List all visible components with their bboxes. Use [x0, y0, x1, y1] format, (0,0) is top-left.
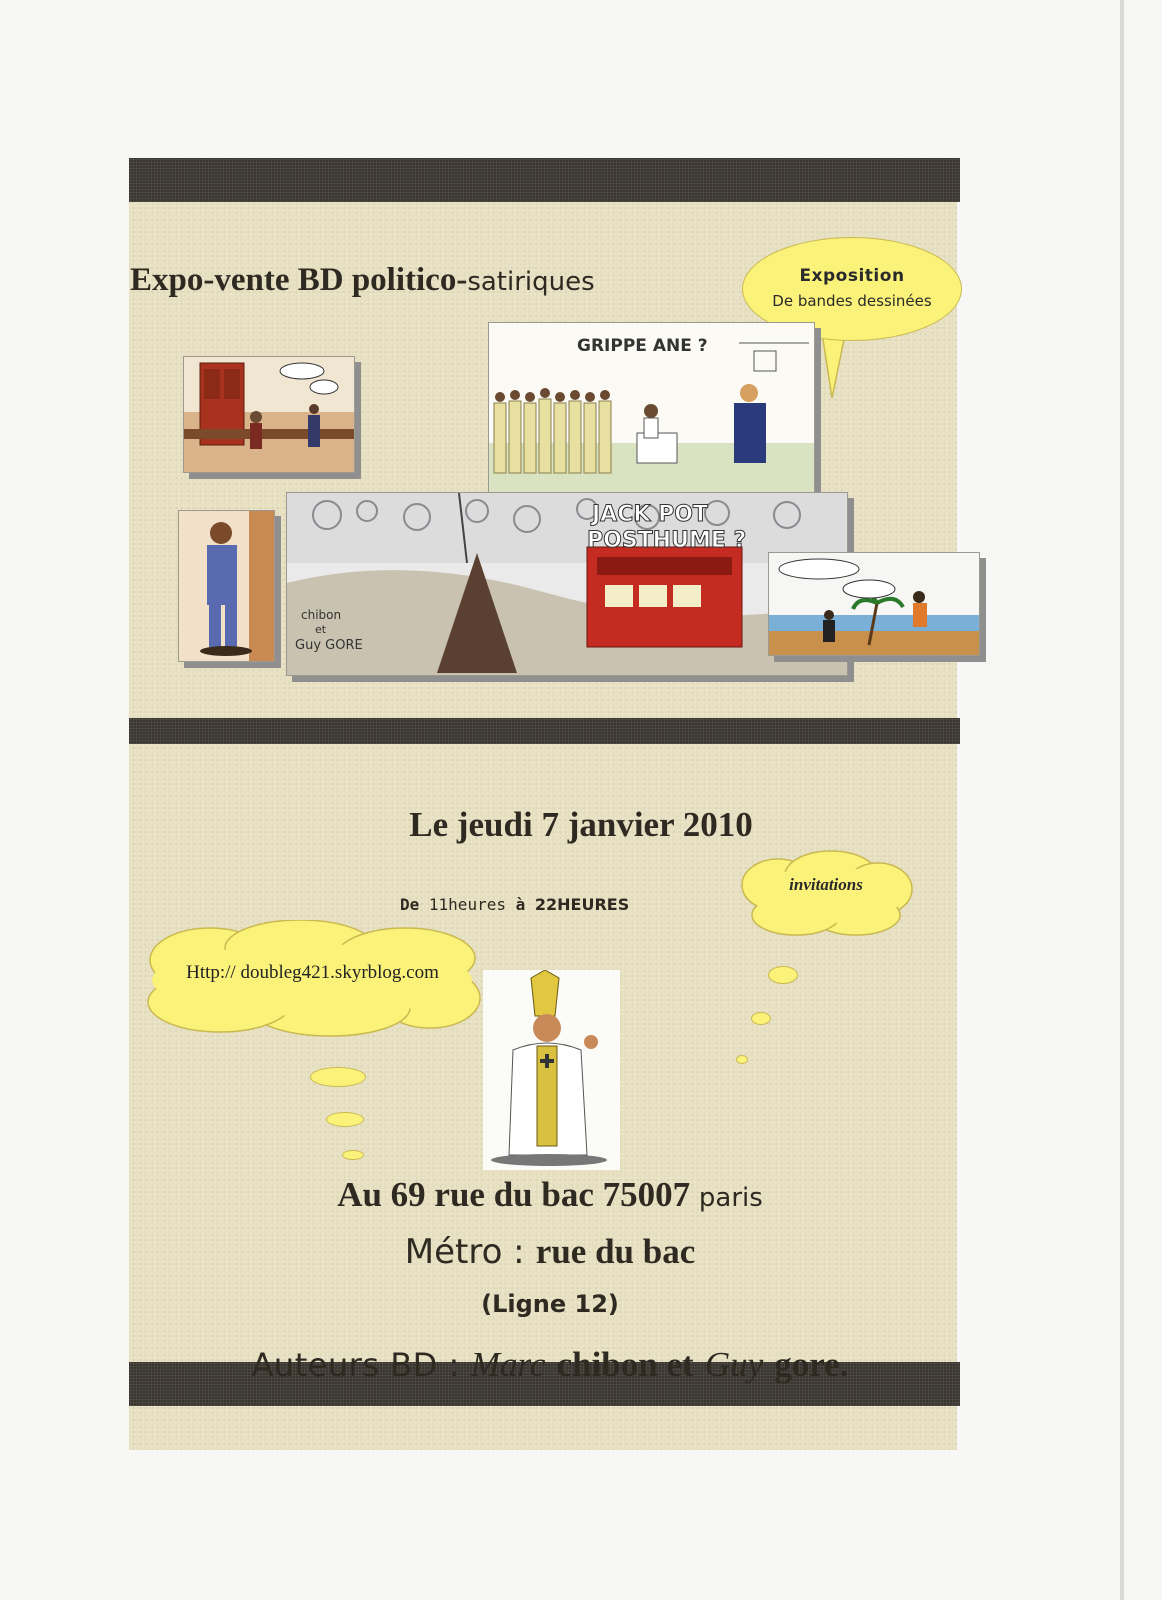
man-watch-drawing: [179, 511, 274, 661]
beach-drawing: [769, 553, 979, 655]
authors-label: Auteurs BD :: [251, 1346, 460, 1384]
paper-edge: [1120, 0, 1124, 1600]
cartoon-beach-scene: [768, 552, 980, 656]
signature-chibon: chibon: [301, 608, 342, 622]
thought-dot-3: [342, 1150, 364, 1160]
address-city: paris: [698, 1183, 763, 1213]
author2-first-name: Guy: [704, 1345, 764, 1384]
hours-from-time: 11heures: [428, 895, 506, 914]
authors-line: [0, 1345, 1100, 1385]
invitations-label: invitations: [789, 875, 863, 894]
hours-to-label: à: [515, 895, 526, 914]
poster-title: [130, 262, 690, 299]
cartoon-pope: [483, 970, 620, 1170]
thought-dot-1: [310, 1067, 366, 1087]
author2-last-name: gore.: [774, 1345, 849, 1384]
jackpot-drawing: [287, 493, 847, 675]
exposition-subheading: De bandes dessinées: [772, 292, 932, 310]
metro-label: Métro :: [404, 1232, 525, 1272]
exposition-heading: Exposition: [799, 266, 905, 286]
metro-info: [0, 1232, 1100, 1272]
door-scene-drawing: [184, 357, 354, 472]
author1-last-name: chibon et: [556, 1345, 694, 1384]
address-street: Au 69 rue du bac 75007: [337, 1175, 691, 1214]
signature-et: et: [315, 623, 327, 636]
event-hours: [400, 895, 700, 914]
middle-divider-bar: [129, 718, 960, 744]
thought-dot-5: [751, 1012, 771, 1025]
signature-guy-gore: Guy GORE: [295, 638, 363, 653]
metro-station: rue du bac: [535, 1232, 696, 1271]
thought-dot-6: [736, 1055, 748, 1064]
metro-line: (Ligne 12): [481, 1290, 619, 1318]
cartoon-jackpot-posthume: [286, 492, 848, 676]
event-address: [0, 1175, 1100, 1215]
event-date: Le jeudi 7 janvier 2010: [409, 805, 753, 844]
cartoon-grippe-ane: [488, 322, 815, 494]
jackpot-caption-2: POSTHUME ?: [587, 528, 747, 553]
hours-to-time: 22HEURES: [534, 895, 630, 914]
url-thought-cloud: [140, 920, 485, 1040]
author1-first-name: Marc: [470, 1345, 546, 1384]
grippe-caption: GRIPPE ANE ?: [577, 336, 708, 356]
thought-dot-4: [768, 966, 798, 984]
thought-dot-2: [326, 1112, 364, 1127]
cartoon-man-watch: [178, 510, 275, 662]
website-url: Http:// doubleg421.skyrblog.com: [186, 962, 439, 983]
grippe-drawing: [489, 323, 814, 493]
jackpot-caption-1: JACK POT: [592, 502, 708, 527]
top-divider-bar: [129, 158, 960, 202]
invitations-thought-cloud: [736, 845, 916, 940]
title-small: satiriques: [467, 267, 595, 297]
hours-from-label: De: [400, 895, 420, 914]
cartoon-door-scene: [183, 356, 355, 473]
pope-drawing: [483, 970, 620, 1170]
title-main: Expo-vente BD politico-: [130, 262, 468, 298]
